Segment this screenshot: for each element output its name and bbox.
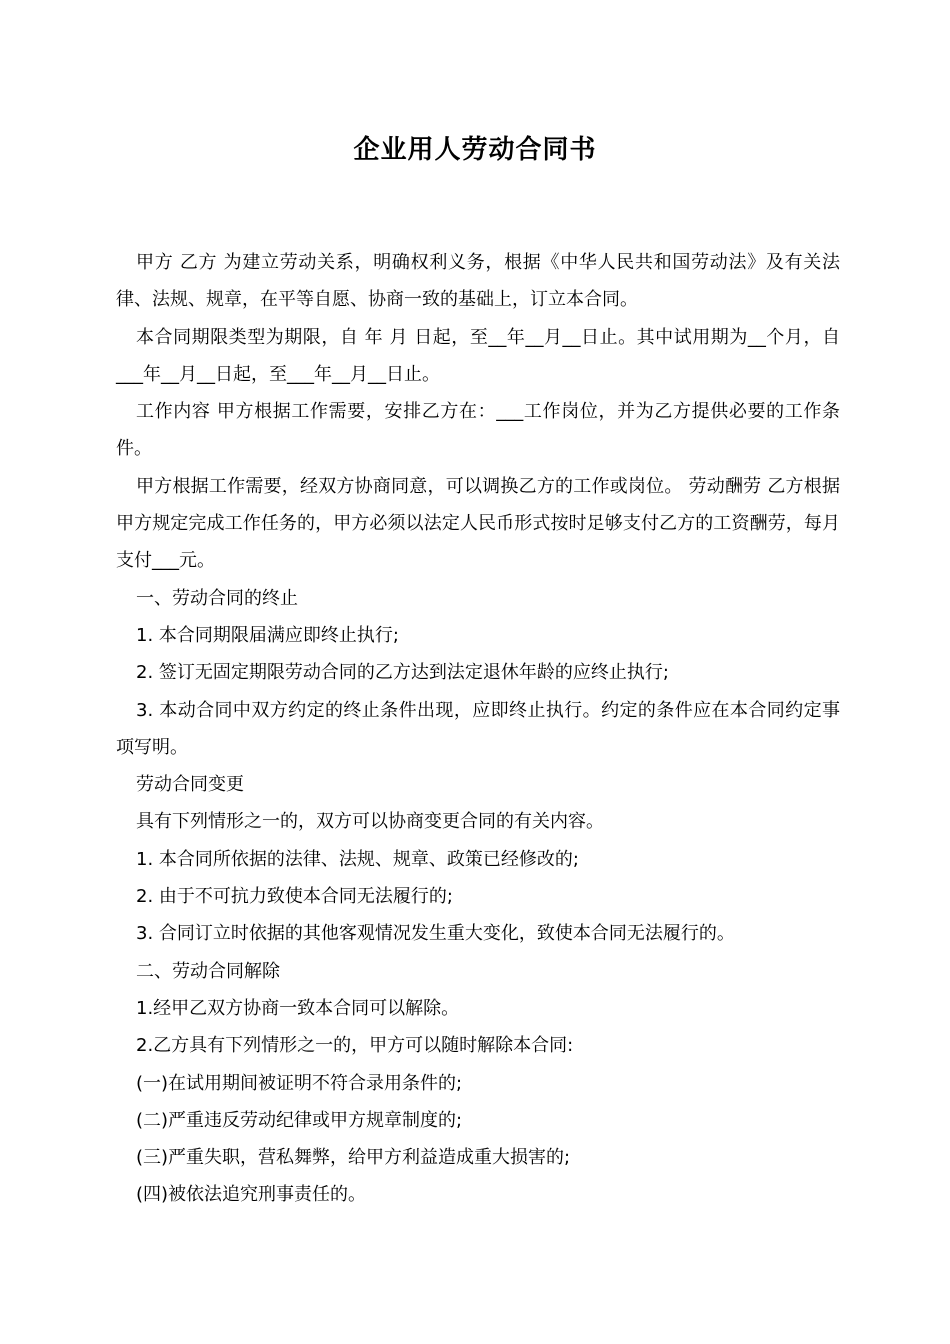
section-heading-rescission: 二、劳动合同解除 [136, 960, 280, 982]
preamble-paragraph: 甲方 乙方 为建立劳动关系，明确权利义务，根据《中华人民共和国劳动法》及有关法律、法规、规章，在平等自愿、协商一致的基础上，订立本合同。 [116, 252, 840, 311]
list-item: 2.乙方具有下列情形之一的，甲方可以随时解除本合同: [136, 1035, 574, 1057]
list-item: 2. 由于不可抗力致使本合同无法履行的; [136, 886, 453, 908]
section-heading-modification: 劳动合同变更 [136, 774, 244, 796]
list-item: 1.经甲乙双方协商一致本合同可以解除。 [136, 997, 460, 1019]
list-item: 3. 本动合同中双方约定的终止条件出现，应即终止执行。约定的条件应在本合同约定事项写明。 [116, 699, 840, 758]
list-item: 1. 本合同所依据的法律、法规、规章、政策已经修改的; [136, 848, 579, 870]
list-item: (二)严重违反劳动纪律或甲方规章制度的; [136, 1109, 463, 1131]
list-item: 3. 合同订立时依据的其他客观情况发生重大变化，致使本合同无法履行的。 [136, 923, 735, 945]
work-content-paragraph: 工作内容 甲方根据工作需要，安排乙方在：___工作岗位，并为乙方提供必要的工作条件。 [116, 401, 840, 460]
remuneration-paragraph: 甲方根据工作需要，经双方协商同意，可以调换乙方的工作或岗位。 劳动酬劳 乙方根据甲方规定完成工作任务的，甲方必须以法定人民币形式按时足够支付乙方的工资酬劳，每月支付___元。 [116, 475, 840, 572]
document-title: 企业用人劳动合同书 [353, 135, 597, 165]
modification-intro: 具有下列情形之一的，双方可以协商变更合同的有关内容。 [136, 811, 604, 833]
section-heading-termination: 一、劳动合同的终止 [136, 587, 298, 609]
term-paragraph: 本合同期限类型为期限，自 年 月 日起，至__年__月__日止。其中试用期为__个月，自___年__月__日起，至___年__月__日止。 [116, 326, 840, 385]
list-item: (三)严重失职，营私舞弊，给甲方利益造成重大损害的; [136, 1147, 571, 1169]
document-body [116, 244, 840, 1214]
list-item: 2. 签订无固定期限劳动合同的乙方达到法定退休年龄的应终止执行; [136, 662, 669, 684]
list-item: (四)被依法追究刑事责任的。 [136, 1184, 367, 1206]
list-item: 1. 本合同期限届满应即终止执行; [136, 624, 399, 646]
list-item: (一)在试用期间被证明不符合录用条件的; [136, 1072, 463, 1094]
